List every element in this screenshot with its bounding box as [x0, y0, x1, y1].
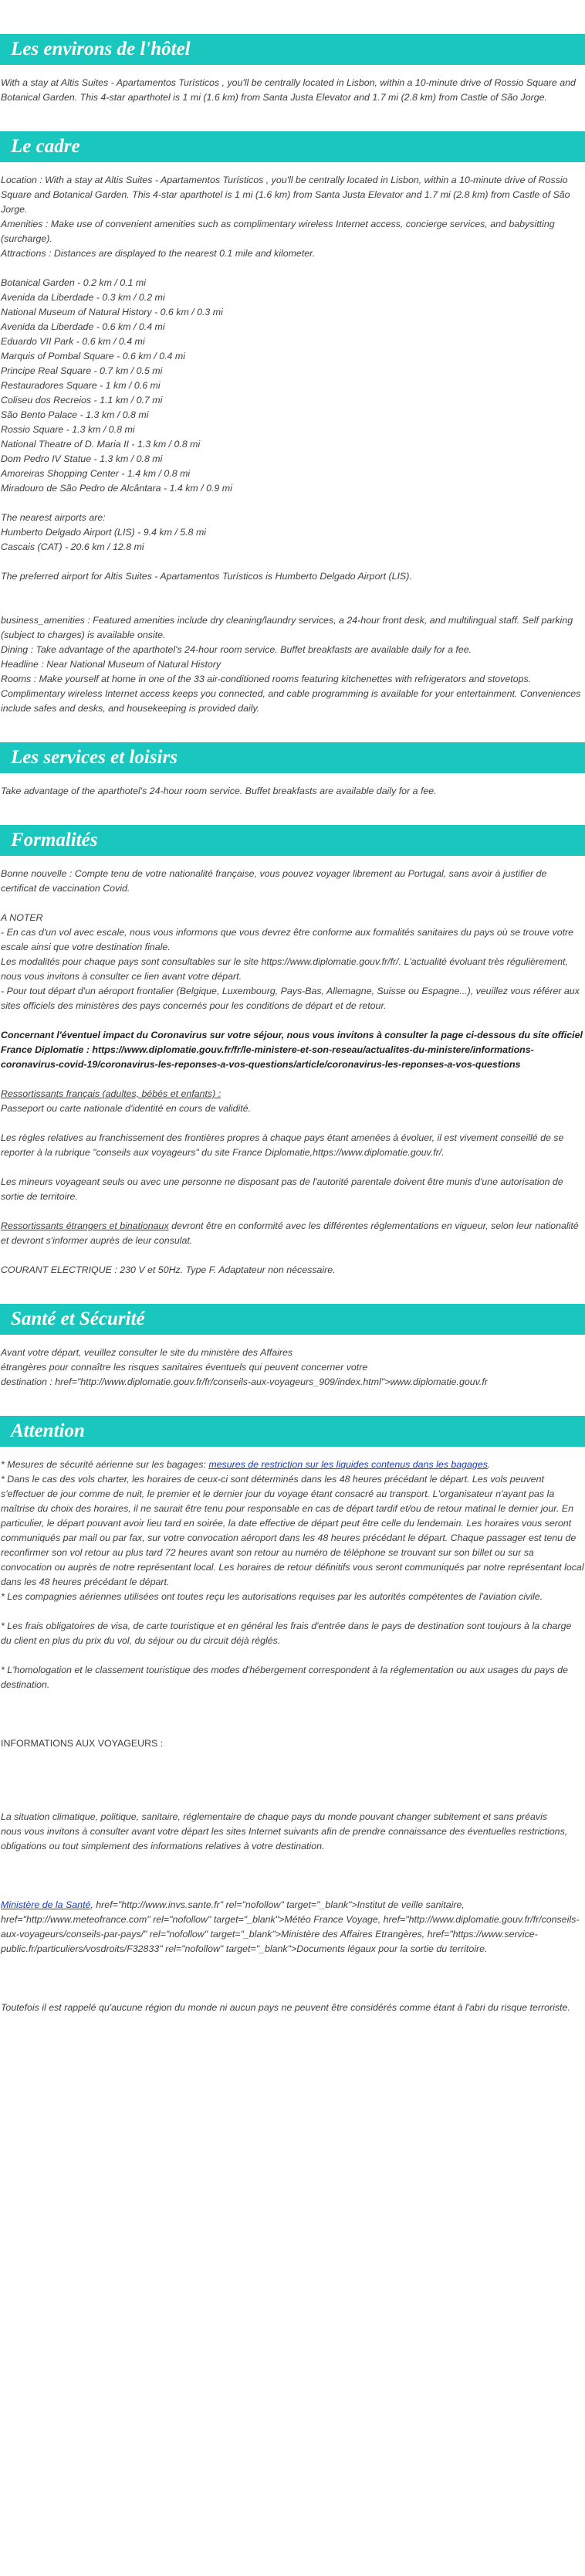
distance-item: Dom Pedro IV Statue - 1.3 km / 0.8 mi: [1, 453, 163, 464]
distance-item: National Museum of Natural History - 0.6 km / 0.3 mi: [1, 307, 223, 317]
note-3: - Pour tout départ d'un aéroport frontalier (Belgique, Luxembourg, Pays-Bas, Allemagne, Suisse ou Espagne...), veuillez vous référer aux sites officiels des ministères des pays concernés pour les conditions de départ et de retour.: [1, 986, 580, 1011]
cadre-attractions: Attractions : Distances are displayed to the nearest 0.1 mile and kilometer.: [1, 248, 316, 259]
res-etr-text: devront être en conformité avec les différentes réglementations en vigueur, selon leur nationalité et devront s'informer auprès de leur consulat.: [1, 1220, 579, 1246]
distance-item: Avenida da Liberdade - 0.6 km / 0.4 mi: [1, 321, 165, 332]
compagnies: * Les compagnies aériennes utilisées ont toutes reçu les autorisations requises par les autorités compétentes de l'aviation civile.: [1, 1591, 543, 1602]
ministere: [1, 1898, 584, 1957]
cadre-rooms: Rooms : Make yourself at home in one of the 33 air-conditioned rooms featuring kitchenettes with refrigerators and stovetops. Complimentary wireless Internet access keeps you connected, and cable programming is available for your entertainment. Conveniences include safes and desks, and housekeeping is provided daily.: [1, 674, 581, 714]
formalites-p1: Bonne nouvelle : Compte tenu de votre nationalité française, vous pouvez voyager librement au Portugal, sans avoir à justifier de certificat de vaccination Covid.: [1, 868, 547, 894]
section-sante: [0, 1304, 585, 1390]
homologation: * L'homologation et le classement touristique des modes d'hébergement correspondent à la réglementation ou aux usages du pays de destination.: [1, 1665, 568, 1690]
section-services: [0, 742, 585, 799]
bagages-link[interactable]: mesures de restriction sur les liquides contenus dans les bagages: [208, 1459, 488, 1470]
vols-charter: * Dans le cas des vols charter, les horaires de ceux-ci sont déterminés dans les 48 heures précédant le départ. Les vols peuvent s'effectuer de jour comme de nuit, le premier et le dernier jour du voyage étant consacré au transport. L'organisateur n'ayant pas la maîtrise du choix des horaires, il ne saurait être tenu pour responsable en cas de départ tardif et/ou de retour matinal le dernier jour. En particulier, le départ pouvant avoir lieu tard en soirée, la date effective de départ peut être celle du lendemain. Les horaires vous seront communiqués par mail ou par fax, sur votre convocation aéroport dans les 48 heures précédant le départ. Chaque passager est tenu de reconfirmer son vol retour au plus tard 72 heures avant son retour au numéro de téléphone se trouvant sur son billet ou sur sa convocation ou auprès de notre représentant local. Les horaires de retour définitifs vous seront communiqués par notre représentant local dans les 48 heures précédant le départ.: [1, 1474, 584, 1587]
bagages-line: [1, 1458, 584, 1472]
distance-item: Avenida da Liberdade - 0.3 km / 0.2 mi: [1, 292, 165, 303]
distance-item: Principe Real Square - 0.7 km / 0.5 mi: [1, 365, 163, 376]
section-title-formalites: Formalités: [0, 825, 585, 856]
res-fr-title: Ressortissants français (adultes, bébés et enfants) :: [1, 1088, 221, 1099]
sante-line: Avant votre départ, veuillez consulter le site du ministère des Affaires: [1, 1347, 293, 1358]
airports-title: The nearest airports are:: [1, 512, 106, 523]
distance-item: São Bento Palace - 1.3 km / 0.8 mi: [1, 409, 149, 420]
regles-text: Les règles relatives au franchissement des frontières propres à chaque pays étant amenées à évoluer, il est vivement conseillé de se reporter à la rubrique "conseils aux voyageurs" du site France Diplomatie,https://www.diplomatie.gouv.fr/.: [1, 1132, 564, 1158]
sante-line: destination : href="http://www.diplomatie.gouv.fr/fr/conseils-aux-voyageurs_909/index.html">www.diplomatie.gouv.fr: [1, 1376, 488, 1387]
section-title-attention: Attention: [0, 1416, 585, 1447]
section-title-sante: Santé et Sécurité: [0, 1304, 585, 1335]
cadre-location: Location : With a stay at Altis Suites - Apartamentos Turísticos , you'll be centrally located in Lisbon, within a 10-minute drive of Rossio Square and Botanical Garden. This 4-star aparthotel is 1 mi (1.6 km) from Santa Justa Elevator and 1.7 mi (2.8 km) from Castle of São Jorge.: [1, 175, 570, 215]
section-title-services: Les services et loisirs: [0, 742, 585, 773]
res-etr: [1, 1219, 584, 1248]
ministere-text: , href="http://www.invs.sante.fr" rel="nofollow" target="_blank">Institut de veille sanitaire, href="http://www.meteofrance.com" rel="nofollow" target="_blank">Météo France Voyage, href="http://www.diplomatie.gouv.fr/fr/conseils-aux-voyageurs/conseils-par-pays/" rel="nofollow" target="_blank">Ministère des Affaires Etrangères, href="https://www.service-public.fr/particuliers/vosdroits/F32833" rel="nofollow" target="_blank">Documents légaux pour la sortie du territoire.: [1, 1899, 580, 1954]
section-title-environs: Les environs de l'hôtel: [0, 34, 585, 65]
situation-1: La situation climatique, politique, sanitaire, réglementaire de chaque pays du monde pouvant changer subitement et sans préavis: [1, 1811, 548, 1822]
section-formalites: [0, 825, 585, 1278]
airport-item: Humberto Delgado Airport (LIS) - 9.4 km / 5.8 mi: [1, 527, 207, 538]
preferred-airport: The preferred airport for Altis Suites - Apartamentos Turísticos is Humberto Delgado Airport (LIS).: [1, 571, 412, 582]
airport-list: [1, 511, 584, 555]
final-note: Toutefois il est rappelé qu'aucune région du monde ni aucun pays ne peuvent être considérés comme étant à l'abri du risque terroriste.: [1, 2002, 570, 2013]
cadre-business: business_amenities : Featured amenities include dry cleaning/laundry services, a 24-hour front desk, and multilingual staff. Self parking (subject to charges) is available onsite.: [1, 615, 573, 640]
covid-notice: Concernant l'éventuel impact du Coronavirus sur votre séjour, nous vous invitons à consulter la page ci-dessous du site officiel France Diplomatie : https://www.diplomatie.gouv.fr/fr/le-ministere-et-son-reseau/actualites-du-ministere/informations-coronavirus-covid-19/coronavirus-les-reponses-a-vos-questions/article/coronavirus-les-reponses-a-vos-questions: [1, 1030, 583, 1070]
res-fr-text: Passeport ou carte nationale d'identité en cours de validité.: [1, 1103, 252, 1114]
distance-list: [1, 276, 584, 496]
cadre-headline: Headline : Near National Museum of Natural History: [1, 659, 221, 670]
distance-item: Coliseu dos Recreios - 1.1 km / 0.7 mi: [1, 395, 163, 406]
courant-text: COURANT ELECTRIQUE : 230 V et 50Hz. Type F. Adaptateur non nécessaire.: [1, 1264, 336, 1275]
section-title-cadre: Le cadre: [0, 131, 585, 162]
frais: * Les frais obligatoires de visa, de carte touristique et en général les frais d'entrée dans le pays de destination sont toujours à la charge du client en plus du prix du vol, du séjour ou du circuit déjà réglés.: [1, 1621, 572, 1646]
airport-item: Cascais (CAT) - 20.6 km / 12.8 mi: [1, 541, 144, 552]
distance-item: Miradouro de São Pedro de Alcântara - 1.4 km / 0.9 mi: [1, 483, 232, 494]
note-2: Les modalités pour chaque pays sont consultables sur le site https://www.diplomatie.gouv.fr/fr/. L'actualité évoluant très régulièrement, nous vous invitons à consulter ce lien avant votre départ.: [1, 956, 568, 982]
ministere-link[interactable]: Ministère de la Santé: [1, 1899, 91, 1910]
environs-text: With a stay at Altis Suites - Apartamentos Turísticos , you'll be centrally located in Lisbon, within a 10-minute drive of Rossio Square and Botanical Garden. This 4-star aparthotel is 1 mi (1.6 km) from Santa Justa Elevator and 1.7 mi (2.8 km) from Castle of São Jorge.: [1, 77, 576, 103]
section-environs: [0, 34, 585, 105]
cadre-dining: Dining : Take advantage of the aparthotel's 24-hour room service. Buffet breakfasts are available daily for a fee.: [1, 644, 472, 655]
note-title: A NOTER: [1, 912, 43, 923]
sante-line: étrangères pour connaître les risques sanitaires éventuels qui peuvent concerner votre: [1, 1362, 368, 1373]
distance-item: Eduardo VII Park - 0.6 km / 0.4 mi: [1, 336, 145, 347]
section-attention: [0, 1416, 585, 2015]
res-etr-title: Ressortissants étrangers et binationaux: [1, 1220, 169, 1231]
distance-item: National Theatre of D. Maria II - 1.3 km / 0.8 mi: [1, 439, 201, 450]
services-text: Take advantage of the aparthotel's 24-hour room service. Buffet breakfasts are available daily for a fee.: [1, 786, 437, 796]
distance-item: Marquis of Pombal Square - 0.6 km / 0.4 mi: [1, 351, 185, 361]
distance-item: Restauradores Square - 1 km / 0.6 mi: [1, 380, 161, 391]
distance-item: Rossio Square - 1.3 km / 0.8 mi: [1, 424, 135, 435]
mineurs-text: Les mineurs voyageant seuls ou avec une personne ne disposant pas de l'autorité parentale doivent être munis d'une autorisation de sortie de territoire.: [1, 1176, 563, 1202]
note-1: - En cas d'un vol avec escale, nous vous informons que vous devrez être conforme aux formalités sanitaires du pays où se trouve votre escale ainsi que votre destination finale.: [1, 927, 574, 952]
situation-2: nous vous invitons à consulter avant votre départ les sites Internet suivants afin de prendre connaissance des éventuelles restrictions, obligations ou tout simplement des informations relatives à votre destination.: [1, 1826, 568, 1851]
bagages-prefix: * Mesures de sécurité aérienne sur les bagages:: [1, 1459, 209, 1470]
distance-item: Botanical Garden - 0.2 km / 0.1 mi: [1, 277, 147, 288]
cadre-amenities: Amenities : Make use of convenient amenities such as complimentary wireless Internet access, concierge services, and babysitting (surcharge).: [1, 219, 555, 244]
distance-item: Amoreiras Shopping Center - 1.4 km / 0.8 mi: [1, 468, 191, 479]
info-voyageurs: INFORMATIONS AUX VOYAGEURS :: [1, 1738, 164, 1749]
section-cadre: [0, 131, 585, 716]
bagages-suffix: .: [487, 1459, 491, 1470]
